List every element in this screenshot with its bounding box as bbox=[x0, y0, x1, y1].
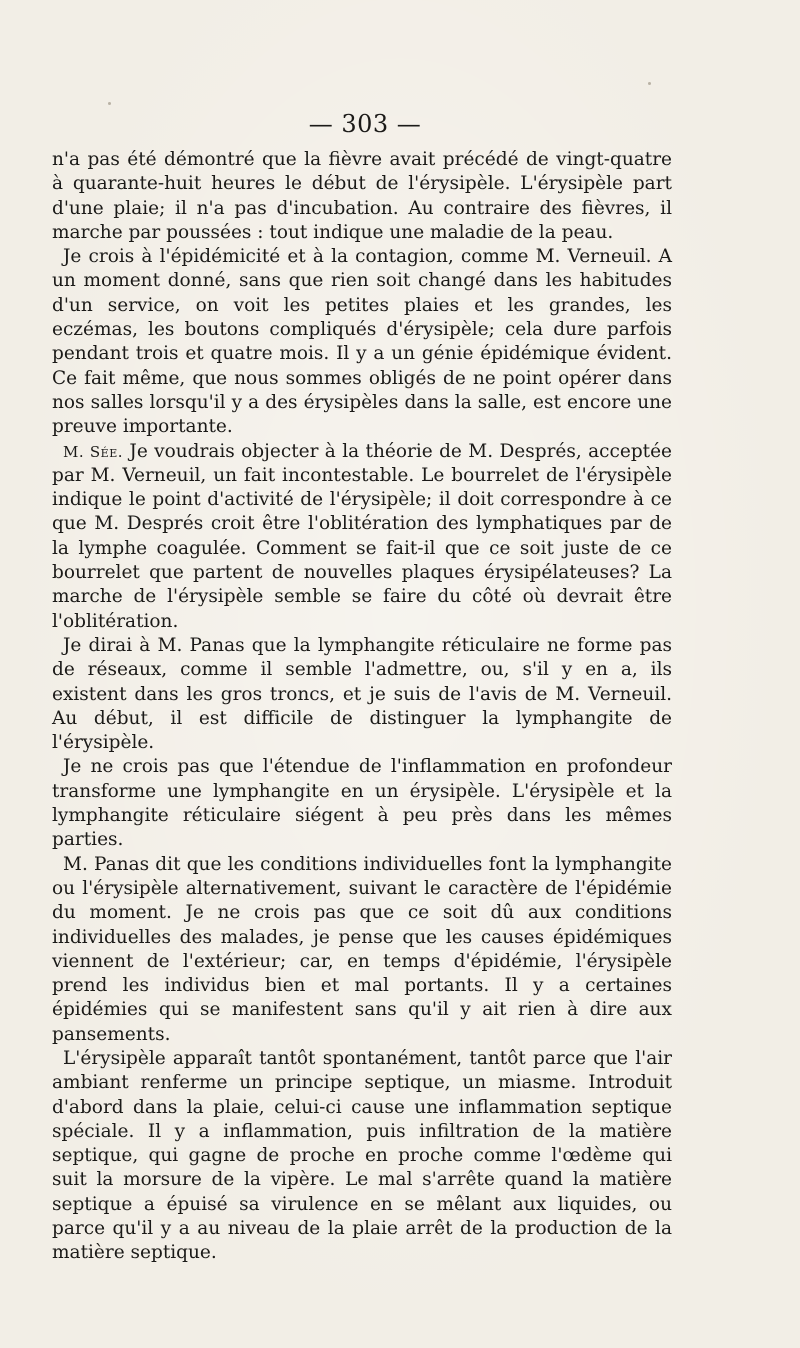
paragraph bbox=[52, 1047, 672, 1266]
paragraph-text: M. Panas dit que les conditions individuelles font la lymphangite ou l'érysipèle alternativement, suivant le caractère de l'épidémie du moment. Je ne crois pas que ce soit dû aux conditions individuelles des malades, je pense que les causes épidémiques viennent de l'extérieur; car, en temps d'épidémie, l'érysipèle prend les individus bien et mal portants. Il y a certaines épidémies qui se manifestent sans qu'il y ait rien à dire aux pansements. bbox=[52, 853, 672, 1045]
paragraph bbox=[52, 148, 672, 245]
paper-speck bbox=[108, 102, 111, 105]
paragraph bbox=[52, 755, 672, 852]
paragraph-text: Je dirai à M. Panas que la lymphangite réticulaire ne forme pas de réseaux, comme il semble l'admettre, ou, s'il y en a, ils existent dans les gros troncs, et je suis de l'avis de M. Verneuil. Au début, il est difficile de distinguer la lymphangite de l'érysipèle. bbox=[52, 634, 672, 754]
body-text bbox=[52, 148, 672, 1266]
paragraph bbox=[52, 853, 672, 1047]
paragraph bbox=[52, 245, 672, 439]
paragraph-text: Je ne crois pas que l'étendue de l'inflammation en profondeur transforme une lymphangite en un érysipèle. L'érysipèle et la lymphangite réticulaire siégent à peu près dans les mêmes parties. bbox=[52, 756, 672, 851]
paragraph-text: L'érysipèle apparaît tantôt spontanément, tantôt parce que l'air ambiant renferme un principe septique, un miasme. Introduit d'abord dans la plaie, celui-ci cause une inflammation septique spéciale. Il y a inflammation, puis infiltration de la matière septique, qui gagne de proche en proche comme l'œdème qui suit la morsure de la vipère. Le mal s'arrête quand la matière septique a épuisé sa virulence en se mêlant aux liquides, ou parce qu'il y a au niveau de la plaie arrêt de la production de la matière septique. bbox=[52, 1047, 672, 1264]
paragraph-text: Je crois à l'épidémicité et à la contagion, comme M. Verneuil. A un moment donné, sans que rien soit changé dans les habitudes d'un service, on voit les petites plaies et les grandes, les eczémas, les boutons compliqués d'érysipèle; cela dure parfois pendant trois et quatre mois. Il y a un génie épidémique évident. Ce fait même, que nous sommes obligés de ne point opérer dans nos salles lorsqu'il y a des érysipèles dans la salle, est encore une preuve importante. bbox=[52, 246, 672, 438]
paragraph-text: n'a pas été démontré que la fièvre avait précédé de vingt-quatre à quarante-huit heures le début de l'érysipèle. L'érysipèle part d'une plaie; il n'a pas d'incubation. Au contraire des fièvres, il marche par poussées : tout indique une maladie de la peau. bbox=[52, 149, 672, 243]
paragraph-text: Je voudrais objecter à la théorie de M. Després, acceptée par M. Verneuil, un fait incontestable. Le bourrelet de l'érysipèle indique le point d'activité de l'érysipèle; il doit correspondre à ce que M. Després croit être l'oblitération des lymphatiques par de la lymphe coagulée. Comment se fait-il que ce soit juste de ce bourrelet que partent de nouvelles plaques érysipélateuses? La marche de l'érysipèle semble se faire du côté où devrait être l'oblitération. bbox=[52, 440, 672, 632]
paragraph bbox=[52, 440, 672, 634]
speaker-name: M. Sée. bbox=[63, 442, 124, 461]
page-number: — 303 — bbox=[308, 110, 422, 138]
paragraph bbox=[52, 634, 672, 755]
paper-speck bbox=[648, 82, 651, 85]
